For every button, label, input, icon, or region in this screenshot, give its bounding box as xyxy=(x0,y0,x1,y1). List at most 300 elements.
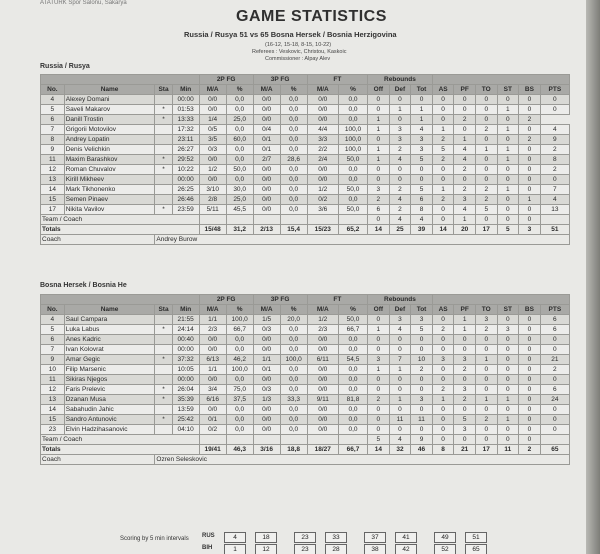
stat-cell: 2 xyxy=(368,395,390,405)
total-cell: 14 xyxy=(368,445,390,455)
column-header: Sta xyxy=(155,85,172,95)
stat-cell: 0/0 xyxy=(307,165,338,175)
stat-cell: 3 xyxy=(411,315,433,325)
scoring-intervals xyxy=(120,532,580,554)
column-header: ST xyxy=(497,85,519,95)
stat-cell: 0 xyxy=(497,425,519,435)
stat-cell: 0 xyxy=(519,185,541,195)
stat-cell: 0 xyxy=(432,175,454,185)
stat-cell: 0 xyxy=(475,115,497,125)
total-cell: 17 xyxy=(475,445,497,455)
stat-cell: 2 xyxy=(432,195,454,205)
stat-cell: 7 xyxy=(540,185,569,195)
stat-cell: 0 xyxy=(540,335,569,345)
stat-cell: 0 xyxy=(454,435,476,445)
column-header: TO xyxy=(475,305,497,315)
stat-cell: 0/0 xyxy=(307,375,338,385)
stat-cell: 0 xyxy=(519,105,541,115)
stat-cell: 0/0 xyxy=(253,375,280,385)
stat-cell: 2 xyxy=(432,325,454,335)
stat-cell: 0 xyxy=(475,345,497,355)
stat-cell: 4 xyxy=(454,205,476,215)
player-row xyxy=(41,325,570,335)
stat-cell: 0,0 xyxy=(280,405,307,415)
player-row xyxy=(41,395,570,405)
stat-cell: 6 xyxy=(540,385,569,395)
stat-cell: 26:04 xyxy=(172,385,199,395)
stat-cell: 3/4 xyxy=(199,385,226,395)
stat-cell: 1/2 xyxy=(307,185,338,195)
stat-cell: 2 xyxy=(475,415,497,425)
stat-cell: 0,0 xyxy=(280,165,307,175)
stat-cell: 0,0 xyxy=(338,105,367,115)
stat-cell: 1 xyxy=(454,325,476,335)
total-cell: 25 xyxy=(389,225,411,235)
total-cell: 46,3 xyxy=(226,445,253,455)
stat-cell: 0/0 xyxy=(307,405,338,415)
stat-cell: 0 xyxy=(519,215,541,225)
header-ft: FT xyxy=(307,295,367,305)
stat-cell xyxy=(155,405,172,415)
stat-cell: 0/0 xyxy=(199,155,226,165)
total-cell: 14 xyxy=(368,225,390,235)
stat-cell: 0 xyxy=(411,175,433,185)
stat-cell: 1 xyxy=(454,215,476,225)
stat-cell: 0,0 xyxy=(226,335,253,345)
stat-cell xyxy=(199,215,226,225)
quarter-scores: (16-12, 15-18, 8-15, 10-22) xyxy=(265,42,332,48)
column-header: Name xyxy=(64,85,155,95)
stat-cell xyxy=(253,435,280,445)
column-header: M/A xyxy=(307,85,338,95)
scoring-interval-value: 42 xyxy=(395,544,417,554)
player-name: Faris Prelevic xyxy=(64,385,155,395)
stat-cell: 0/0 xyxy=(253,165,280,175)
stat-cell: 4 xyxy=(411,215,433,225)
stat-cell: 0 xyxy=(497,175,519,185)
stat-cell: 17:32 xyxy=(172,125,199,135)
stat-cell: 2 xyxy=(432,135,454,145)
player-row xyxy=(41,415,570,425)
stat-cell: 0 xyxy=(411,375,433,385)
column-header: Min xyxy=(172,305,199,315)
total-cell: 31,2 xyxy=(226,225,253,235)
stat-cell: 1 xyxy=(497,395,519,405)
stat-cell: 4 xyxy=(454,145,476,155)
stat-cell: 0,0 xyxy=(280,125,307,135)
column-header: BS xyxy=(519,305,541,315)
coach-name: Andrey Burow xyxy=(155,235,570,245)
player-row xyxy=(41,175,570,185)
player-row xyxy=(41,125,570,135)
total-cell: 15/48 xyxy=(199,225,226,235)
stat-cell: 0,0 xyxy=(338,345,367,355)
stat-cell: 2/2 xyxy=(307,145,338,155)
stat-cell: 0/0 xyxy=(199,405,226,415)
stat-cell: * xyxy=(155,205,172,215)
stat-cell: 1 xyxy=(368,155,390,165)
stat-cell: 0 xyxy=(475,425,497,435)
header-2pfg: 2P FG xyxy=(199,75,253,85)
column-header: Tot xyxy=(411,85,433,95)
scoring-team-label: BIH xyxy=(202,545,213,551)
stat-cell: 0 xyxy=(519,375,541,385)
column-header: AS xyxy=(432,85,454,95)
stat-cell: 0 xyxy=(519,385,541,395)
player-name: Denis Velichkin xyxy=(64,145,155,155)
stat-cell: 0/0 xyxy=(307,365,338,375)
stat-cell: 0 xyxy=(540,405,569,415)
stat-cell: 3/10 xyxy=(199,185,226,195)
coach-row xyxy=(41,235,570,245)
stat-cell: 4 xyxy=(389,155,411,165)
stat-cell: 6/13 xyxy=(199,355,226,365)
stat-cell: 0,0 xyxy=(280,175,307,185)
stat-cell: 2/7 xyxy=(253,155,280,165)
stat-cell: 0,0 xyxy=(226,155,253,165)
stat-cell: 0 xyxy=(454,105,476,115)
stat-cell: * xyxy=(155,155,172,165)
column-header: ST xyxy=(497,305,519,315)
stat-cell: * xyxy=(155,385,172,395)
stat-cell: 0/0 xyxy=(253,415,280,425)
stat-cell: 0/1 xyxy=(253,145,280,155)
stat-cell: 5 xyxy=(454,415,476,425)
stat-cell: 3/6 xyxy=(307,205,338,215)
stat-cell: 13:59 xyxy=(172,405,199,415)
stat-cell: 100,0 xyxy=(338,125,367,135)
stat-cell xyxy=(253,215,280,225)
stat-cell: 13 xyxy=(540,205,569,215)
stat-cell xyxy=(155,315,172,325)
stat-cell: 3 xyxy=(389,135,411,145)
stat-cell: 0 xyxy=(389,95,411,105)
stat-cell: 8 xyxy=(540,155,569,165)
stat-cell: * xyxy=(155,115,172,125)
stat-cell: 0 xyxy=(411,405,433,415)
player-name: Saul Campara xyxy=(64,315,155,325)
stat-cell: 0 xyxy=(368,95,390,105)
stat-cell: 0/0 xyxy=(199,345,226,355)
stat-cell: 0 xyxy=(432,205,454,215)
stat-cell: 0/3 xyxy=(199,145,226,155)
stat-cell: 0 xyxy=(519,335,541,345)
stat-cell: 0,0 xyxy=(338,115,367,125)
stat-cell: 0/3 xyxy=(253,325,280,335)
stat-cell: 29:52 xyxy=(172,155,199,165)
scoring-interval-value: 1 xyxy=(224,544,246,554)
stat-cell: 11 xyxy=(41,375,65,385)
stat-cell: 0,0 xyxy=(280,185,307,195)
team2-title: Bosna Hersek / Bosnia He xyxy=(40,282,127,289)
column-header: M/A xyxy=(199,305,226,315)
stat-cell: 0 xyxy=(519,345,541,355)
stat-cell: 4 xyxy=(389,195,411,205)
stat-cell: 0 xyxy=(432,105,454,115)
stat-cell: 10 xyxy=(411,355,433,365)
stat-cell: 100,0 xyxy=(280,355,307,365)
stat-cell: 2 xyxy=(411,365,433,375)
stat-cell: 0 xyxy=(454,345,476,355)
stat-cell: 0,0 xyxy=(280,115,307,125)
stat-cell: 46,2 xyxy=(226,355,253,365)
stat-cell: 2 xyxy=(368,195,390,205)
stat-cell: 0 xyxy=(432,415,454,425)
stat-cell: 14 xyxy=(41,185,65,195)
stat-cell xyxy=(307,435,338,445)
stat-cell: 24:14 xyxy=(172,325,199,335)
stat-cell: 66,7 xyxy=(226,325,253,335)
scoring-interval-value: 33 xyxy=(325,532,347,543)
stat-cell: 0 xyxy=(540,175,569,185)
column-header: Off xyxy=(368,305,390,315)
stat-cell: 2 xyxy=(519,115,541,125)
stat-cell: 1 xyxy=(475,355,497,365)
stat-cell: 0 xyxy=(475,375,497,385)
stat-cell: 4 xyxy=(540,125,569,135)
stat-cell: 3 xyxy=(389,315,411,325)
stat-cell: 3 xyxy=(432,355,454,365)
column-header: Def xyxy=(389,305,411,315)
stat-cell: 1 xyxy=(497,415,519,425)
stat-cell xyxy=(199,435,226,445)
team-coach-label: Team / Coach xyxy=(41,435,200,445)
stat-cell: 23 xyxy=(41,425,65,435)
column-header: % xyxy=(226,305,253,315)
stat-cell: 100,0 xyxy=(226,365,253,375)
stat-cell: 0/0 xyxy=(253,115,280,125)
stat-cell: 6 xyxy=(368,205,390,215)
column-header-row xyxy=(41,85,570,95)
stat-cell xyxy=(155,145,172,155)
stat-cell: 0/3 xyxy=(253,385,280,395)
stat-cell: 6 xyxy=(41,115,65,125)
stat-cell: 2/3 xyxy=(199,325,226,335)
stat-cell: 60,0 xyxy=(226,135,253,145)
stat-cell: 4 xyxy=(41,95,65,105)
stat-cell: 1 xyxy=(368,115,390,125)
player-name: Dzanan Musa xyxy=(64,395,155,405)
player-name: Sandro Antunovic xyxy=(64,415,155,425)
stat-cell: 0 xyxy=(454,125,476,135)
total-cell: 2/13 xyxy=(253,225,280,235)
stat-cell: 0 xyxy=(540,95,569,105)
stat-cell: 0/0 xyxy=(253,105,280,115)
stat-cell: 0 xyxy=(432,365,454,375)
stat-cell: 2/4 xyxy=(307,155,338,165)
stat-cell: 0 xyxy=(497,365,519,375)
column-header-row xyxy=(41,305,570,315)
player-name: Amar Gegic xyxy=(64,355,155,365)
stat-cell: 0/0 xyxy=(253,425,280,435)
stat-cell: 1 xyxy=(475,395,497,405)
stat-cell: 50,0 xyxy=(338,155,367,165)
stat-cell: 10:22 xyxy=(172,165,199,175)
stat-cell: 0 xyxy=(368,105,390,115)
player-name: Anes Kadric xyxy=(64,335,155,345)
stat-cell: 0,0 xyxy=(280,195,307,205)
stat-cell: 0 xyxy=(432,115,454,125)
total-cell: 18,8 xyxy=(280,445,307,455)
stat-cell: 0 xyxy=(454,375,476,385)
header-3pfg: 3P FG xyxy=(253,75,307,85)
player-name: Grigorii Motovilov xyxy=(64,125,155,135)
column-header: M/A xyxy=(307,305,338,315)
player-row xyxy=(41,165,570,175)
column-header: M/A xyxy=(199,85,226,95)
stat-cell xyxy=(155,365,172,375)
total-cell: 65 xyxy=(540,445,569,455)
stat-cell: 0,0 xyxy=(226,125,253,135)
stat-cell: 0 xyxy=(389,165,411,175)
totals-label: Totals xyxy=(41,225,200,235)
column-header: Off xyxy=(368,85,390,95)
player-row xyxy=(41,105,570,115)
scoring-interval-value: 23 xyxy=(294,532,316,543)
stat-cell: 0 xyxy=(432,315,454,325)
stat-cell: 0,0 xyxy=(226,95,253,105)
stat-cell: 1 xyxy=(497,155,519,165)
stat-cell: 100,0 xyxy=(226,315,253,325)
player-row xyxy=(41,405,570,415)
stat-cell: 0 xyxy=(475,385,497,395)
stat-cell: 5 xyxy=(475,205,497,215)
stat-cell: 9/11 xyxy=(307,395,338,405)
column-header: AS xyxy=(432,305,454,315)
stat-cell: 5 xyxy=(411,185,433,195)
stat-cell: 0 xyxy=(497,195,519,205)
stat-cell: 25:42 xyxy=(172,415,199,425)
matchup-line: Russia / Rusya 51 vs 65 Bosna Hersek / Bosnia Herzigovina xyxy=(184,30,397,39)
stat-cell: 0 xyxy=(389,375,411,385)
player-row xyxy=(41,145,570,155)
stat-cell: 0,0 xyxy=(280,105,307,115)
stat-cell: 5 xyxy=(411,325,433,335)
stat-cell: 0/0 xyxy=(307,175,338,185)
stat-cell: * xyxy=(155,415,172,425)
stat-cell: 23:11 xyxy=(172,135,199,145)
stat-cell: 6 xyxy=(540,315,569,325)
player-name: Kirill Mikheev xyxy=(64,175,155,185)
stat-cell: 2/8 xyxy=(199,195,226,205)
stat-cell: 0/0 xyxy=(307,95,338,105)
stat-cell: 3 xyxy=(368,185,390,195)
stat-cell: 0 xyxy=(389,345,411,355)
stat-cell: 2 xyxy=(454,165,476,175)
stat-cell: 23:59 xyxy=(172,205,199,215)
stat-cell: 0 xyxy=(519,405,541,415)
stat-cell: 1/2 xyxy=(199,165,226,175)
stat-cell: 0 xyxy=(368,385,390,395)
stat-cell: 100,0 xyxy=(338,145,367,155)
stat-cell: 00:00 xyxy=(172,375,199,385)
total-cell: 65,2 xyxy=(338,225,367,235)
stat-cell: 37:32 xyxy=(172,355,199,365)
stat-cell: 0 xyxy=(540,105,569,115)
stat-cell: 0/1 xyxy=(253,135,280,145)
team-coach-row xyxy=(41,215,570,225)
stat-cell: 0 xyxy=(389,175,411,185)
stat-cell: * xyxy=(155,165,172,175)
header-spacer xyxy=(41,295,200,305)
stat-cell: 0,0 xyxy=(280,365,307,375)
stat-cell: 2 xyxy=(454,185,476,195)
stat-cell: 0,0 xyxy=(338,365,367,375)
stat-cell: 0,0 xyxy=(338,375,367,385)
player-row xyxy=(41,425,570,435)
total-cell: 15/23 xyxy=(307,225,338,235)
stat-cell: 0/0 xyxy=(253,335,280,345)
stat-cell: 24 xyxy=(540,395,569,405)
player-row xyxy=(41,355,570,365)
scoring-interval-value: 49 xyxy=(434,532,456,543)
stat-cell: 5 xyxy=(411,155,433,165)
stat-cell: 0 xyxy=(432,215,454,225)
stat-cell: 3 xyxy=(389,125,411,135)
stat-cell: 3 xyxy=(411,145,433,155)
stat-cell: 0 xyxy=(519,435,541,445)
stat-cell: 0 xyxy=(389,385,411,395)
column-header: % xyxy=(280,305,307,315)
stat-cell: 0 xyxy=(389,425,411,435)
coach-name: Ozren Seleskovic xyxy=(155,455,570,465)
total-cell: 5 xyxy=(497,225,519,235)
stat-cell: * xyxy=(155,395,172,405)
stat-cell: 04:10 xyxy=(172,425,199,435)
stat-cell: 2 xyxy=(475,195,497,205)
stat-cell: 0/0 xyxy=(253,175,280,185)
total-cell: 3 xyxy=(519,225,541,235)
stat-cell: 1 xyxy=(519,195,541,205)
stat-cell xyxy=(540,215,569,225)
stat-cell: 5 xyxy=(432,145,454,155)
total-cell: 46 xyxy=(411,445,433,455)
stat-cell: 0 xyxy=(497,355,519,365)
stat-cell: 0,0 xyxy=(226,145,253,155)
header-3pfg: 3P FG xyxy=(253,295,307,305)
player-name: Saveli Makarov xyxy=(64,105,155,115)
stat-cell: 0 xyxy=(411,345,433,355)
player-name: Alexey Domani xyxy=(64,95,155,105)
stat-cell xyxy=(155,425,172,435)
stat-cell: 11 xyxy=(41,155,65,165)
stat-cell: 0/2 xyxy=(199,425,226,435)
stat-cell: 0 xyxy=(497,215,519,225)
stat-cell: 0 xyxy=(432,435,454,445)
stat-cell: 0,0 xyxy=(338,175,367,185)
stat-cell: 0 xyxy=(432,335,454,345)
stat-cell: 10 xyxy=(41,365,65,375)
stat-cell: 0/0 xyxy=(307,385,338,395)
stat-cell: 100,0 xyxy=(338,135,367,145)
stat-cell: 0/0 xyxy=(307,345,338,355)
column-header: PTS xyxy=(540,305,569,315)
stat-cell: 0 xyxy=(411,95,433,105)
stat-cell: 0 xyxy=(519,125,541,135)
stat-cell: 26:27 xyxy=(172,145,199,155)
player-row xyxy=(41,335,570,345)
stat-cell: 0 xyxy=(368,425,390,435)
stat-cell: 0 xyxy=(411,425,433,435)
stat-cell: 5 xyxy=(41,325,65,335)
stat-cell xyxy=(155,95,172,105)
stat-cell: 2 xyxy=(540,365,569,375)
stat-cell: 0/0 xyxy=(253,205,280,215)
stat-cell: 0 xyxy=(475,405,497,415)
stat-cell: 3 xyxy=(411,135,433,145)
player-row xyxy=(41,385,570,395)
stat-cell: 35:39 xyxy=(172,395,199,405)
